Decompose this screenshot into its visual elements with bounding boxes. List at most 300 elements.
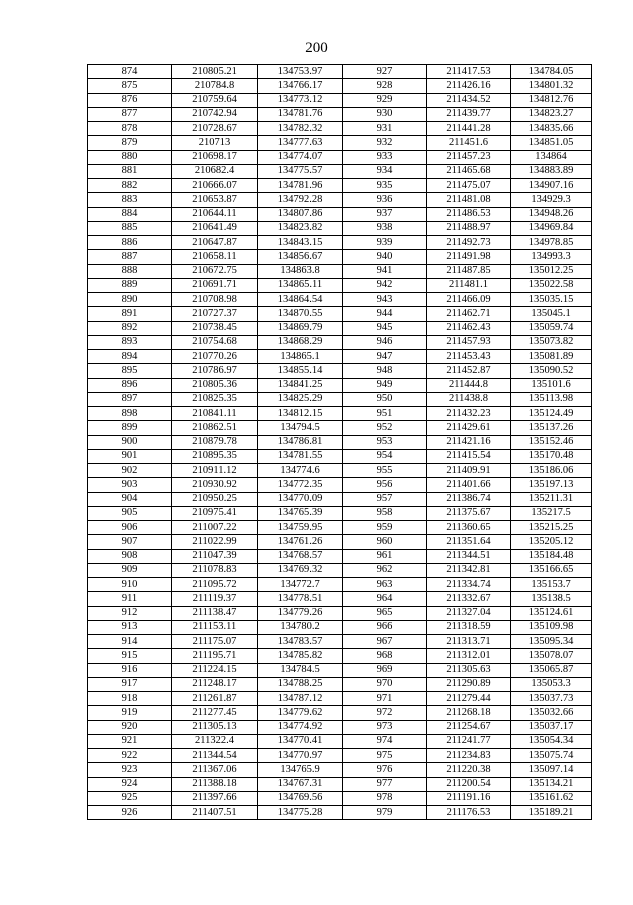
point-number-left-cell: 918	[88, 692, 172, 706]
y-coordinate-left-cell: 134769.32	[258, 563, 343, 577]
x-coordinate-left-cell: 211261.87	[172, 692, 258, 706]
table-row	[88, 563, 592, 577]
x-coordinate-right-cell: 211360.65	[427, 521, 511, 535]
coordinates-table-body	[88, 65, 592, 820]
x-coordinate-left-cell: 210930.92	[172, 478, 258, 492]
point-number-right-cell: 975	[343, 749, 427, 763]
point-number-right-cell: 934	[343, 164, 427, 178]
x-coordinate-left-cell: 210770.26	[172, 350, 258, 364]
y-coordinate-left-cell: 134770.09	[258, 492, 343, 506]
point-number-left-cell: 920	[88, 720, 172, 734]
table-row	[88, 464, 592, 478]
point-number-right-cell: 943	[343, 293, 427, 307]
table-row	[88, 107, 592, 121]
table-row	[88, 264, 592, 278]
x-coordinate-left-cell: 210644.11	[172, 207, 258, 221]
y-coordinate-left-cell: 134865.11	[258, 278, 343, 292]
point-number-right-cell: 956	[343, 478, 427, 492]
table-row	[88, 136, 592, 150]
point-number-right-cell: 962	[343, 563, 427, 577]
y-coordinate-left-cell: 134865.1	[258, 350, 343, 364]
point-number-left-cell: 906	[88, 521, 172, 535]
y-coordinate-left-cell: 134765.39	[258, 506, 343, 520]
x-coordinate-left-cell: 210666.07	[172, 179, 258, 193]
y-coordinate-left-cell: 134823.82	[258, 221, 343, 235]
point-number-right-cell: 936	[343, 193, 427, 207]
point-number-left-cell: 890	[88, 293, 172, 307]
x-coordinate-left-cell: 211277.45	[172, 706, 258, 720]
table-row	[88, 392, 592, 406]
point-number-left-cell: 897	[88, 392, 172, 406]
table-row	[88, 521, 592, 535]
point-number-right-cell: 947	[343, 350, 427, 364]
point-number-left-cell: 905	[88, 506, 172, 520]
x-coordinate-left-cell: 211195.71	[172, 649, 258, 663]
y-coordinate-right-cell: 135186.06	[511, 464, 592, 478]
y-coordinate-left-cell: 134759.95	[258, 521, 343, 535]
point-number-right-cell: 954	[343, 449, 427, 463]
point-number-right-cell: 940	[343, 250, 427, 264]
y-coordinate-left-cell: 134781.96	[258, 179, 343, 193]
point-number-right-cell: 976	[343, 763, 427, 777]
x-coordinate-right-cell: 211351.64	[427, 535, 511, 549]
y-coordinate-right-cell: 134801.32	[511, 79, 592, 93]
point-number-right-cell: 973	[343, 720, 427, 734]
point-number-left-cell: 919	[88, 706, 172, 720]
x-coordinate-left-cell: 211138.47	[172, 606, 258, 620]
y-coordinate-left-cell: 134869.79	[258, 321, 343, 335]
x-coordinate-right-cell: 211475.07	[427, 179, 511, 193]
y-coordinate-left-cell: 134785.82	[258, 649, 343, 663]
table-row	[88, 663, 592, 677]
table-row	[88, 449, 592, 463]
table-row	[88, 335, 592, 349]
table-row	[88, 236, 592, 250]
y-coordinate-right-cell: 135090.52	[511, 364, 592, 378]
table-row	[88, 620, 592, 634]
point-number-right-cell: 952	[343, 421, 427, 435]
table-row	[88, 763, 592, 777]
y-coordinate-right-cell: 134929.3	[511, 193, 592, 207]
point-number-right-cell: 979	[343, 806, 427, 820]
y-coordinate-right-cell: 135217.5	[511, 506, 592, 520]
x-coordinate-right-cell: 211451.6	[427, 136, 511, 150]
table-row	[88, 777, 592, 791]
point-number-right-cell: 969	[343, 663, 427, 677]
table-row	[88, 278, 592, 292]
x-coordinate-right-cell: 211415.54	[427, 449, 511, 463]
table-row	[88, 606, 592, 620]
y-coordinate-left-cell: 134773.12	[258, 93, 343, 107]
x-coordinate-right-cell: 211305.63	[427, 663, 511, 677]
x-coordinate-left-cell: 210754.68	[172, 335, 258, 349]
x-coordinate-left-cell: 210713	[172, 136, 258, 150]
x-coordinate-left-cell: 210641.49	[172, 221, 258, 235]
point-number-left-cell: 894	[88, 350, 172, 364]
x-coordinate-left-cell: 210691.71	[172, 278, 258, 292]
point-number-right-cell: 951	[343, 407, 427, 421]
x-coordinate-right-cell: 211492.73	[427, 236, 511, 250]
point-number-left-cell: 895	[88, 364, 172, 378]
table-row	[88, 293, 592, 307]
y-coordinate-right-cell: 135045.1	[511, 307, 592, 321]
point-number-right-cell: 927	[343, 65, 427, 79]
x-coordinate-left-cell: 211305.13	[172, 720, 258, 734]
point-number-right-cell: 955	[343, 464, 427, 478]
y-coordinate-left-cell: 134841.25	[258, 378, 343, 392]
y-coordinate-right-cell: 135022.58	[511, 278, 592, 292]
x-coordinate-left-cell: 211224.15	[172, 663, 258, 677]
x-coordinate-left-cell: 210742.94	[172, 107, 258, 121]
y-coordinate-left-cell: 134788.25	[258, 677, 343, 691]
point-number-right-cell: 978	[343, 791, 427, 805]
x-coordinate-right-cell: 211334.74	[427, 578, 511, 592]
y-coordinate-right-cell: 135101.6	[511, 378, 592, 392]
point-number-left-cell: 917	[88, 677, 172, 691]
x-coordinate-left-cell: 210759.64	[172, 93, 258, 107]
y-coordinate-left-cell: 134768.57	[258, 549, 343, 563]
x-coordinate-right-cell: 211426.16	[427, 79, 511, 93]
y-coordinate-right-cell: 135075.74	[511, 749, 592, 763]
table-row	[88, 478, 592, 492]
y-coordinate-right-cell: 134851.05	[511, 136, 592, 150]
coordinates-table	[87, 64, 592, 820]
y-coordinate-right-cell: 135037.17	[511, 720, 592, 734]
x-coordinate-left-cell: 210682.4	[172, 164, 258, 178]
y-coordinate-right-cell: 135073.82	[511, 335, 592, 349]
point-number-left-cell: 911	[88, 592, 172, 606]
x-coordinate-right-cell: 211313.71	[427, 635, 511, 649]
x-coordinate-left-cell: 211022.99	[172, 535, 258, 549]
point-number-left-cell: 902	[88, 464, 172, 478]
y-coordinate-right-cell: 135124.49	[511, 407, 592, 421]
table-row	[88, 549, 592, 563]
x-coordinate-right-cell: 211462.43	[427, 321, 511, 335]
x-coordinate-left-cell: 210950.25	[172, 492, 258, 506]
x-coordinate-left-cell: 211388.18	[172, 777, 258, 791]
point-number-right-cell: 928	[343, 79, 427, 93]
point-number-left-cell: 910	[88, 578, 172, 592]
point-number-right-cell: 971	[343, 692, 427, 706]
y-coordinate-right-cell: 135152.46	[511, 435, 592, 449]
point-number-right-cell: 974	[343, 734, 427, 748]
y-coordinate-left-cell: 134777.63	[258, 136, 343, 150]
point-number-left-cell: 915	[88, 649, 172, 663]
point-number-right-cell: 960	[343, 535, 427, 549]
point-number-right-cell: 935	[343, 179, 427, 193]
y-coordinate-right-cell: 134969.84	[511, 221, 592, 235]
point-number-right-cell: 968	[343, 649, 427, 663]
x-coordinate-left-cell: 211397.66	[172, 791, 258, 805]
x-coordinate-left-cell: 210727.37	[172, 307, 258, 321]
point-number-right-cell: 963	[343, 578, 427, 592]
point-number-right-cell: 957	[343, 492, 427, 506]
x-coordinate-right-cell: 211487.85	[427, 264, 511, 278]
table-row	[88, 592, 592, 606]
x-coordinate-left-cell: 211175.07	[172, 635, 258, 649]
y-coordinate-left-cell: 134772.35	[258, 478, 343, 492]
y-coordinate-left-cell: 134770.41	[258, 734, 343, 748]
point-number-right-cell: 931	[343, 122, 427, 136]
point-number-left-cell: 887	[88, 250, 172, 264]
y-coordinate-right-cell: 135097.14	[511, 763, 592, 777]
x-coordinate-left-cell: 210653.87	[172, 193, 258, 207]
table-row	[88, 65, 592, 79]
x-coordinate-left-cell: 210784.8	[172, 79, 258, 93]
x-coordinate-left-cell: 210825.35	[172, 392, 258, 406]
table-row	[88, 706, 592, 720]
table-row	[88, 79, 592, 93]
y-coordinate-left-cell: 134770.97	[258, 749, 343, 763]
table-row	[88, 806, 592, 820]
y-coordinate-left-cell: 134863.8	[258, 264, 343, 278]
x-coordinate-right-cell: 211432.23	[427, 407, 511, 421]
y-coordinate-left-cell: 134825.29	[258, 392, 343, 406]
point-number-right-cell: 941	[343, 264, 427, 278]
point-number-left-cell: 881	[88, 164, 172, 178]
x-coordinate-right-cell: 211342.81	[427, 563, 511, 577]
y-coordinate-left-cell: 134778.51	[258, 592, 343, 606]
point-number-left-cell: 903	[88, 478, 172, 492]
y-coordinate-left-cell: 134784.5	[258, 663, 343, 677]
y-coordinate-left-cell: 134783.57	[258, 635, 343, 649]
point-number-right-cell: 946	[343, 335, 427, 349]
point-number-right-cell: 977	[343, 777, 427, 791]
y-coordinate-left-cell: 134780.2	[258, 620, 343, 634]
x-coordinate-right-cell: 211457.93	[427, 335, 511, 349]
x-coordinate-left-cell: 211153.11	[172, 620, 258, 634]
point-number-left-cell: 884	[88, 207, 172, 221]
x-coordinate-right-cell: 211462.71	[427, 307, 511, 321]
point-number-left-cell: 882	[88, 179, 172, 193]
table-row	[88, 407, 592, 421]
point-number-left-cell: 877	[88, 107, 172, 121]
y-coordinate-left-cell: 134779.62	[258, 706, 343, 720]
y-coordinate-right-cell: 135109.98	[511, 620, 592, 634]
y-coordinate-left-cell: 134765.9	[258, 763, 343, 777]
point-number-right-cell: 932	[343, 136, 427, 150]
y-coordinate-right-cell: 135138.5	[511, 592, 592, 606]
page-number: 200	[305, 40, 328, 56]
y-coordinate-left-cell: 134812.15	[258, 407, 343, 421]
y-coordinate-right-cell: 135170.48	[511, 449, 592, 463]
y-coordinate-right-cell: 135153.7	[511, 578, 592, 592]
point-number-right-cell: 950	[343, 392, 427, 406]
table-row	[88, 350, 592, 364]
table-row	[88, 221, 592, 235]
x-coordinate-left-cell: 210805.21	[172, 65, 258, 79]
y-coordinate-left-cell: 134856.67	[258, 250, 343, 264]
x-coordinate-left-cell: 211078.83	[172, 563, 258, 577]
y-coordinate-left-cell: 134767.31	[258, 777, 343, 791]
table-row	[88, 677, 592, 691]
point-number-right-cell: 959	[343, 521, 427, 535]
y-coordinate-left-cell: 134807.86	[258, 207, 343, 221]
table-row	[88, 791, 592, 805]
point-number-left-cell: 896	[88, 378, 172, 392]
y-coordinate-left-cell: 134787.12	[258, 692, 343, 706]
x-coordinate-left-cell: 211095.72	[172, 578, 258, 592]
point-number-left-cell: 878	[88, 122, 172, 136]
x-coordinate-left-cell: 211047.39	[172, 549, 258, 563]
y-coordinate-right-cell: 135095.34	[511, 635, 592, 649]
x-coordinate-left-cell: 210672.75	[172, 264, 258, 278]
x-coordinate-right-cell: 211200.54	[427, 777, 511, 791]
point-number-left-cell: 914	[88, 635, 172, 649]
x-coordinate-right-cell: 211312.01	[427, 649, 511, 663]
point-number-left-cell: 913	[88, 620, 172, 634]
y-coordinate-right-cell: 135054.34	[511, 734, 592, 748]
point-number-right-cell: 958	[343, 506, 427, 520]
table-row	[88, 207, 592, 221]
point-number-left-cell: 907	[88, 535, 172, 549]
y-coordinate-left-cell: 134779.26	[258, 606, 343, 620]
x-coordinate-right-cell: 211234.83	[427, 749, 511, 763]
y-coordinate-right-cell: 135184.48	[511, 549, 592, 563]
x-coordinate-right-cell: 211279.44	[427, 692, 511, 706]
x-coordinate-right-cell: 211491.98	[427, 250, 511, 264]
x-coordinate-right-cell: 211429.61	[427, 421, 511, 435]
point-number-left-cell: 904	[88, 492, 172, 506]
point-number-left-cell: 891	[88, 307, 172, 321]
y-coordinate-right-cell: 135035.15	[511, 293, 592, 307]
x-coordinate-right-cell: 211481.1	[427, 278, 511, 292]
x-coordinate-right-cell: 211386.74	[427, 492, 511, 506]
point-number-left-cell: 899	[88, 421, 172, 435]
point-number-left-cell: 916	[88, 663, 172, 677]
y-coordinate-left-cell: 134766.17	[258, 79, 343, 93]
x-coordinate-right-cell: 211441.28	[427, 122, 511, 136]
y-coordinate-right-cell: 134784.05	[511, 65, 592, 79]
x-coordinate-right-cell: 211453.43	[427, 350, 511, 364]
point-number-right-cell: 944	[343, 307, 427, 321]
y-coordinate-left-cell: 134782.32	[258, 122, 343, 136]
x-coordinate-left-cell: 210862.51	[172, 421, 258, 435]
y-coordinate-left-cell: 134864.54	[258, 293, 343, 307]
x-coordinate-left-cell: 211344.54	[172, 749, 258, 763]
y-coordinate-right-cell: 134835.66	[511, 122, 592, 136]
point-number-right-cell: 953	[343, 435, 427, 449]
y-coordinate-right-cell: 135197.13	[511, 478, 592, 492]
point-number-left-cell: 922	[88, 749, 172, 763]
y-coordinate-left-cell: 134774.07	[258, 150, 343, 164]
x-coordinate-right-cell: 211290.89	[427, 677, 511, 691]
y-coordinate-right-cell: 134978.85	[511, 236, 592, 250]
x-coordinate-left-cell: 210728.67	[172, 122, 258, 136]
table-row	[88, 93, 592, 107]
table-row	[88, 635, 592, 649]
x-coordinate-right-cell: 211409.91	[427, 464, 511, 478]
table-row	[88, 250, 592, 264]
y-coordinate-left-cell: 134868.29	[258, 335, 343, 349]
table-row	[88, 179, 592, 193]
point-number-left-cell: 885	[88, 221, 172, 235]
point-number-right-cell: 972	[343, 706, 427, 720]
y-coordinate-right-cell: 135211.31	[511, 492, 592, 506]
y-coordinate-left-cell: 134781.76	[258, 107, 343, 121]
y-coordinate-right-cell: 135113.98	[511, 392, 592, 406]
table-row	[88, 435, 592, 449]
y-coordinate-left-cell: 134761.26	[258, 535, 343, 549]
point-number-left-cell: 900	[88, 435, 172, 449]
y-coordinate-left-cell: 134769.56	[258, 791, 343, 805]
x-coordinate-left-cell: 211322.4	[172, 734, 258, 748]
point-number-left-cell: 879	[88, 136, 172, 150]
table-row	[88, 749, 592, 763]
x-coordinate-right-cell: 211327.04	[427, 606, 511, 620]
y-coordinate-right-cell: 135137.26	[511, 421, 592, 435]
y-coordinate-right-cell: 134823.27	[511, 107, 592, 121]
point-number-right-cell: 937	[343, 207, 427, 221]
point-number-left-cell: 909	[88, 563, 172, 577]
y-coordinate-right-cell: 135012.25	[511, 264, 592, 278]
x-coordinate-left-cell: 210975.41	[172, 506, 258, 520]
y-coordinate-left-cell: 134794.5	[258, 421, 343, 435]
y-coordinate-right-cell: 135161.62	[511, 791, 592, 805]
table-row	[88, 506, 592, 520]
x-coordinate-left-cell: 210738.45	[172, 321, 258, 335]
point-number-left-cell: 898	[88, 407, 172, 421]
x-coordinate-right-cell: 211486.53	[427, 207, 511, 221]
y-coordinate-left-cell: 134781.55	[258, 449, 343, 463]
point-number-left-cell: 889	[88, 278, 172, 292]
x-coordinate-left-cell: 210879.78	[172, 435, 258, 449]
x-coordinate-right-cell: 211481.08	[427, 193, 511, 207]
y-coordinate-left-cell: 134774.92	[258, 720, 343, 734]
y-coordinate-right-cell: 135215.25	[511, 521, 592, 535]
point-number-right-cell: 933	[343, 150, 427, 164]
y-coordinate-left-cell: 134775.28	[258, 806, 343, 820]
table-row	[88, 193, 592, 207]
x-coordinate-right-cell: 211318.59	[427, 620, 511, 634]
y-coordinate-left-cell: 134786.81	[258, 435, 343, 449]
point-number-left-cell: 893	[88, 335, 172, 349]
x-coordinate-right-cell: 211332.67	[427, 592, 511, 606]
table-row	[88, 578, 592, 592]
table-row	[88, 492, 592, 506]
y-coordinate-right-cell: 134864	[511, 150, 592, 164]
x-coordinate-right-cell: 211268.18	[427, 706, 511, 720]
point-number-left-cell: 908	[88, 549, 172, 563]
x-coordinate-right-cell: 211444.8	[427, 378, 511, 392]
x-coordinate-left-cell: 210895.35	[172, 449, 258, 463]
point-number-right-cell: 961	[343, 549, 427, 563]
y-coordinate-right-cell: 135124.61	[511, 606, 592, 620]
x-coordinate-right-cell: 211438.8	[427, 392, 511, 406]
x-coordinate-left-cell: 211007.22	[172, 521, 258, 535]
y-coordinate-right-cell: 134948.26	[511, 207, 592, 221]
point-number-right-cell: 938	[343, 221, 427, 235]
y-coordinate-right-cell: 135166.65	[511, 563, 592, 577]
table-row	[88, 164, 592, 178]
x-coordinate-right-cell: 211375.67	[427, 506, 511, 520]
point-number-left-cell: 875	[88, 79, 172, 93]
x-coordinate-right-cell: 211176.53	[427, 806, 511, 820]
point-number-right-cell: 965	[343, 606, 427, 620]
x-coordinate-left-cell: 210698.17	[172, 150, 258, 164]
y-coordinate-right-cell: 135081.89	[511, 350, 592, 364]
y-coordinate-left-cell: 134855.14	[258, 364, 343, 378]
table-row	[88, 150, 592, 164]
y-coordinate-left-cell: 134772.7	[258, 578, 343, 592]
table-row	[88, 421, 592, 435]
point-number-left-cell: 880	[88, 150, 172, 164]
y-coordinate-right-cell: 135205.12	[511, 535, 592, 549]
x-coordinate-left-cell: 211248.17	[172, 677, 258, 691]
x-coordinate-right-cell: 211457.23	[427, 150, 511, 164]
y-coordinate-left-cell: 134774.6	[258, 464, 343, 478]
point-number-right-cell: 970	[343, 677, 427, 691]
